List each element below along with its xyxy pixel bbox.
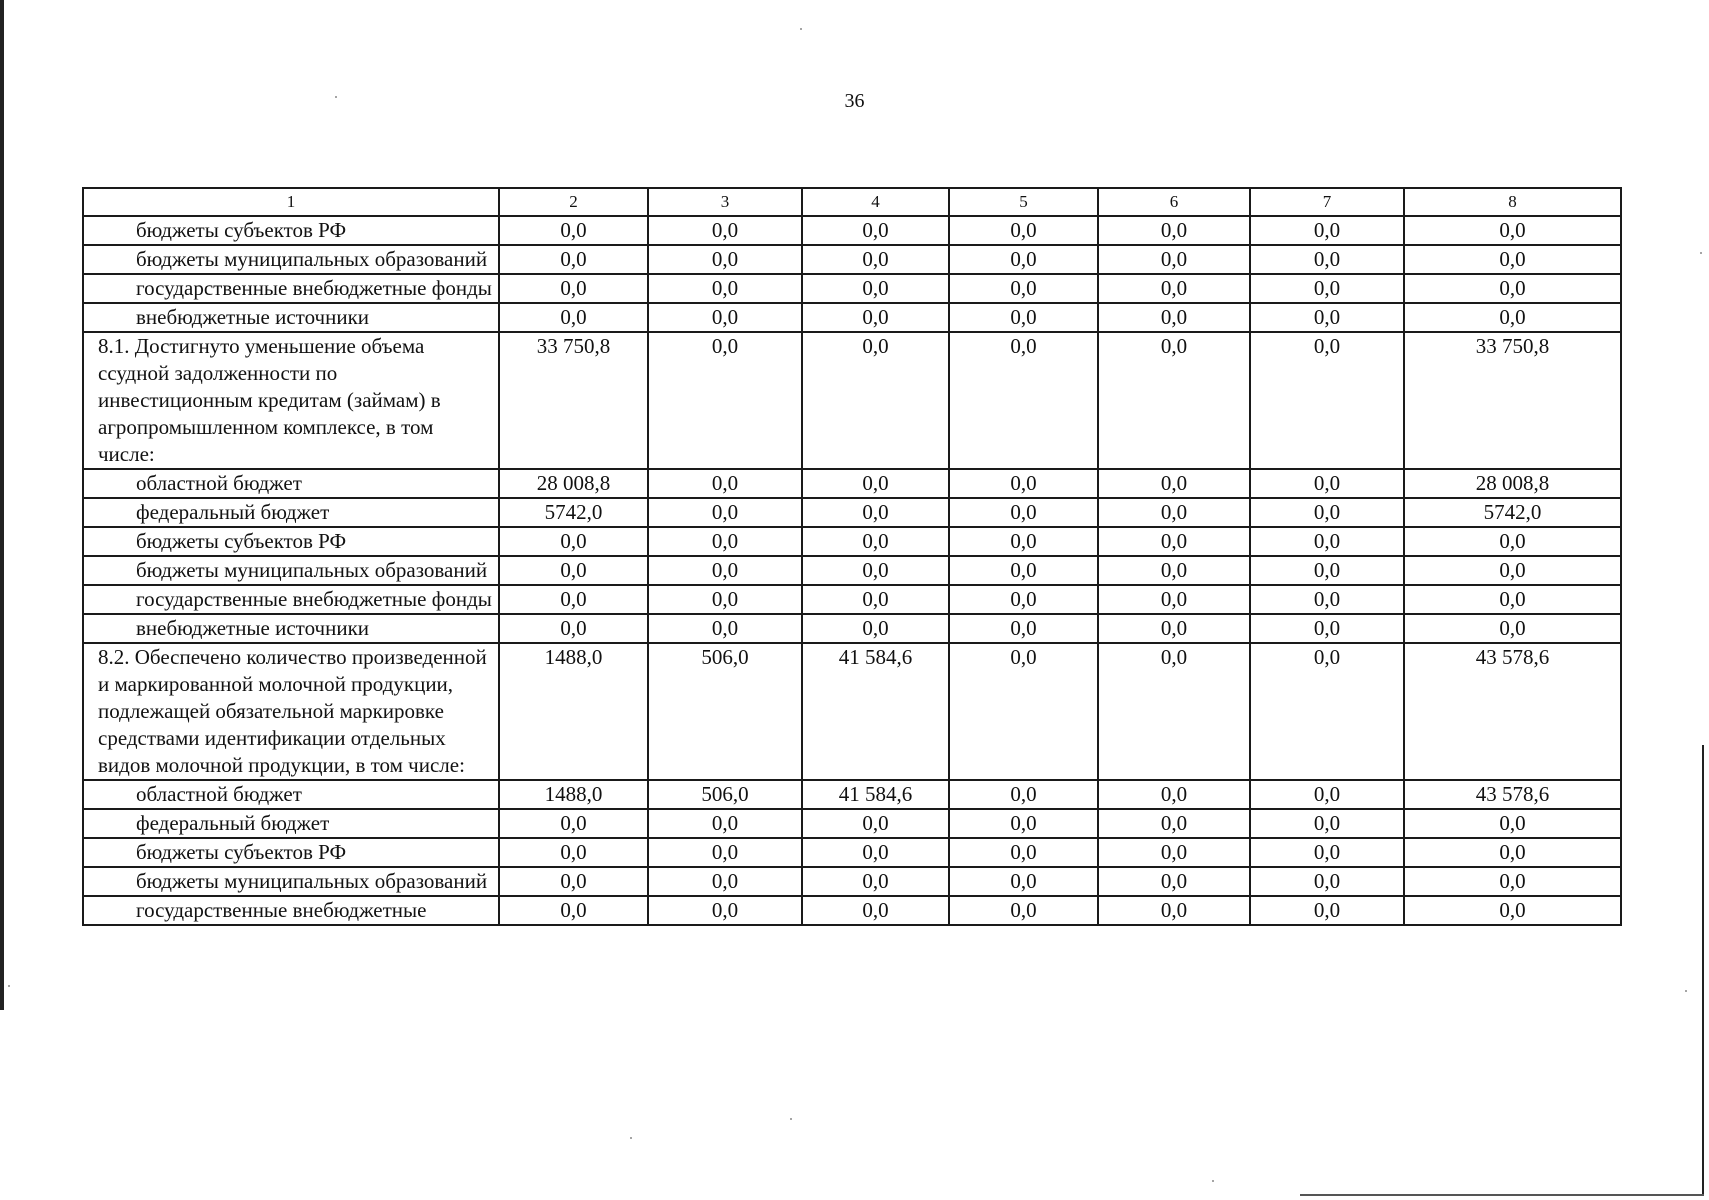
- value-cell: 0,0: [1404, 245, 1621, 274]
- scan-speck: [1685, 990, 1687, 992]
- value-cell: 0,0: [1098, 867, 1250, 896]
- value-cell: 0,0: [499, 245, 648, 274]
- value-cell: 0,0: [949, 556, 1098, 585]
- value-cell: 0,0: [1404, 303, 1621, 332]
- header-cell: 2: [499, 188, 648, 216]
- value-cell: 0,0: [648, 274, 802, 303]
- scan-edge-left: [0, 0, 4, 1010]
- funding-source-label: бюджеты субъектов РФ: [83, 838, 499, 867]
- value-cell: 0,0: [1250, 896, 1404, 925]
- value-cell: 1488,0: [499, 780, 648, 809]
- value-cell: 0,0: [1250, 303, 1404, 332]
- value-cell: 0,0: [802, 585, 949, 614]
- value-cell: 0,0: [1098, 585, 1250, 614]
- value-cell: 0,0: [1098, 614, 1250, 643]
- funding-source-label: внебюджетные источники: [83, 303, 499, 332]
- value-cell: 0,0: [1250, 527, 1404, 556]
- value-cell: 0,0: [648, 809, 802, 838]
- table-row: [83, 469, 1621, 498]
- value-cell: 0,0: [1250, 838, 1404, 867]
- value-cell: 0,0: [499, 838, 648, 867]
- table-row: [83, 332, 1621, 469]
- value-cell: 0,0: [1404, 896, 1621, 925]
- value-cell: 0,0: [949, 585, 1098, 614]
- table-row: [83, 216, 1621, 245]
- value-cell: 0,0: [499, 809, 648, 838]
- scan-speck: [790, 1118, 792, 1120]
- value-cell: 0,0: [949, 643, 1098, 780]
- value-cell: 0,0: [949, 614, 1098, 643]
- header-cell: 6: [1098, 188, 1250, 216]
- value-cell: 0,0: [648, 527, 802, 556]
- value-cell: 0,0: [802, 867, 949, 896]
- header-cell: 7: [1250, 188, 1404, 216]
- value-cell: 0,0: [1250, 614, 1404, 643]
- value-cell: 0,0: [949, 332, 1098, 469]
- value-cell: 0,0: [648, 498, 802, 527]
- header-cell: 8: [1404, 188, 1621, 216]
- value-cell: 33 750,8: [1404, 332, 1621, 469]
- value-cell: 0,0: [1250, 216, 1404, 245]
- value-cell: 0,0: [1250, 556, 1404, 585]
- table-header-row: [83, 188, 1621, 216]
- table-row: [83, 896, 1621, 925]
- indicator-label: 8.2. Обеспечено количество произведенной и маркированной молочной продукции, подлежащей обязательной маркировке средствами идентификации отдельных видов молочной продукции, в том числе:: [83, 643, 499, 780]
- value-cell: 41 584,6: [802, 643, 949, 780]
- value-cell: 0,0: [1404, 274, 1621, 303]
- value-cell: 28 008,8: [499, 469, 648, 498]
- funding-source-label: бюджеты субъектов РФ: [83, 527, 499, 556]
- value-cell: 0,0: [499, 527, 648, 556]
- value-cell: 5742,0: [499, 498, 648, 527]
- value-cell: 0,0: [949, 838, 1098, 867]
- value-cell: 0,0: [949, 780, 1098, 809]
- value-cell: 0,0: [802, 527, 949, 556]
- table-row: [83, 585, 1621, 614]
- value-cell: 0,0: [499, 614, 648, 643]
- funding-source-label: государственные внебюджетные фонды: [83, 585, 499, 614]
- value-cell: 0,0: [648, 332, 802, 469]
- scan-speck: [800, 28, 802, 30]
- funding-source-label: государственные внебюджетные: [83, 896, 499, 925]
- value-cell: 506,0: [648, 643, 802, 780]
- header-cell: 5: [949, 188, 1098, 216]
- page-number: 36: [844, 90, 865, 112]
- scan-edge-bottom: [1300, 1194, 1704, 1196]
- value-cell: 0,0: [1098, 245, 1250, 274]
- header-cell: 4: [802, 188, 949, 216]
- table-row: [83, 527, 1621, 556]
- value-cell: 0,0: [1404, 556, 1621, 585]
- value-cell: 0,0: [1098, 498, 1250, 527]
- funding-source-label: бюджеты муниципальных образований: [83, 867, 499, 896]
- value-cell: 0,0: [499, 896, 648, 925]
- value-cell: 0,0: [1098, 527, 1250, 556]
- value-cell: 0,0: [1404, 585, 1621, 614]
- value-cell: 5742,0: [1404, 498, 1621, 527]
- value-cell: 0,0: [1250, 498, 1404, 527]
- value-cell: 0,0: [1404, 527, 1621, 556]
- value-cell: 0,0: [499, 867, 648, 896]
- value-cell: 0,0: [1404, 838, 1621, 867]
- table-row: [83, 303, 1621, 332]
- value-cell: 0,0: [1098, 809, 1250, 838]
- value-cell: 0,0: [1404, 614, 1621, 643]
- value-cell: 0,0: [648, 245, 802, 274]
- funding-source-label: внебюджетные источники: [83, 614, 499, 643]
- value-cell: 0,0: [802, 556, 949, 585]
- value-cell: 0,0: [1098, 469, 1250, 498]
- value-cell: 1488,0: [499, 643, 648, 780]
- value-cell: 0,0: [802, 469, 949, 498]
- value-cell: 0,0: [1250, 274, 1404, 303]
- value-cell: 0,0: [648, 867, 802, 896]
- value-cell: 0,0: [1250, 585, 1404, 614]
- value-cell: 0,0: [1098, 303, 1250, 332]
- scan-speck: [630, 1137, 632, 1139]
- value-cell: 33 750,8: [499, 332, 648, 469]
- value-cell: 0,0: [1404, 216, 1621, 245]
- value-cell: 0,0: [648, 585, 802, 614]
- table-row: [83, 614, 1621, 643]
- funding-source-label: бюджеты субъектов РФ: [83, 216, 499, 245]
- value-cell: 0,0: [499, 303, 648, 332]
- value-cell: 0,0: [1098, 838, 1250, 867]
- value-cell: 0,0: [802, 896, 949, 925]
- value-cell: 0,0: [648, 614, 802, 643]
- value-cell: 0,0: [499, 585, 648, 614]
- funding-source-label: областной бюджет: [83, 780, 499, 809]
- value-cell: 0,0: [499, 556, 648, 585]
- funding-source-label: бюджеты муниципальных образований: [83, 245, 499, 274]
- table-row: [83, 556, 1621, 585]
- value-cell: 0,0: [1098, 643, 1250, 780]
- value-cell: 0,0: [1250, 780, 1404, 809]
- table-row: [83, 498, 1621, 527]
- value-cell: 0,0: [949, 867, 1098, 896]
- scan-edge-right: [1702, 745, 1704, 1195]
- scan-speck: [1700, 252, 1702, 254]
- value-cell: 0,0: [648, 838, 802, 867]
- value-cell: 0,0: [802, 216, 949, 245]
- value-cell: 0,0: [949, 303, 1098, 332]
- value-cell: 0,0: [949, 896, 1098, 925]
- value-cell: 0,0: [802, 614, 949, 643]
- value-cell: 0,0: [499, 216, 648, 245]
- funding-source-label: областной бюджет: [83, 469, 499, 498]
- value-cell: 43 578,6: [1404, 780, 1621, 809]
- budget-table: [82, 187, 1622, 926]
- scan-speck: [1212, 1180, 1214, 1182]
- header-cell: 1: [83, 188, 499, 216]
- value-cell: 0,0: [1404, 867, 1621, 896]
- value-cell: 0,0: [1098, 896, 1250, 925]
- table-row: [83, 867, 1621, 896]
- value-cell: 0,0: [648, 556, 802, 585]
- table-row: [83, 780, 1621, 809]
- value-cell: 506,0: [648, 780, 802, 809]
- value-cell: 0,0: [1098, 332, 1250, 469]
- table-row: [83, 274, 1621, 303]
- value-cell: 0,0: [1250, 469, 1404, 498]
- funding-source-label: бюджеты муниципальных образований: [83, 556, 499, 585]
- value-cell: 0,0: [1404, 809, 1621, 838]
- value-cell: 0,0: [648, 216, 802, 245]
- table-row: [83, 245, 1621, 274]
- value-cell: 0,0: [949, 245, 1098, 274]
- value-cell: 0,0: [802, 498, 949, 527]
- value-cell: 0,0: [949, 527, 1098, 556]
- value-cell: 0,0: [949, 216, 1098, 245]
- value-cell: 0,0: [949, 274, 1098, 303]
- table-body: [83, 216, 1621, 925]
- header-cell: 3: [648, 188, 802, 216]
- table-row: [83, 838, 1621, 867]
- value-cell: 0,0: [1250, 245, 1404, 274]
- value-cell: 0,0: [802, 245, 949, 274]
- value-cell: 0,0: [949, 498, 1098, 527]
- value-cell: 0,0: [1098, 780, 1250, 809]
- value-cell: 0,0: [1098, 216, 1250, 245]
- value-cell: 43 578,6: [1404, 643, 1621, 780]
- indicator-label: 8.1. Достигнуто уменьшение объема ссудной задолженности по инвестиционным кредитам (займам) в агропромышленном комплексе, в том числе:: [83, 332, 499, 469]
- value-cell: 0,0: [802, 274, 949, 303]
- funding-source-label: государственные внебюджетные фонды: [83, 274, 499, 303]
- scan-speck: [8, 985, 10, 987]
- value-cell: 0,0: [1098, 556, 1250, 585]
- value-cell: 0,0: [1250, 809, 1404, 838]
- value-cell: 0,0: [1250, 643, 1404, 780]
- value-cell: 0,0: [648, 303, 802, 332]
- table-row: [83, 643, 1621, 780]
- value-cell: 0,0: [802, 809, 949, 838]
- funding-source-label: федеральный бюджет: [83, 498, 499, 527]
- value-cell: 28 008,8: [1404, 469, 1621, 498]
- funding-source-label: федеральный бюджет: [83, 809, 499, 838]
- table-row: [83, 809, 1621, 838]
- value-cell: 0,0: [648, 896, 802, 925]
- value-cell: 41 584,6: [802, 780, 949, 809]
- value-cell: 0,0: [1250, 867, 1404, 896]
- value-cell: 0,0: [802, 332, 949, 469]
- value-cell: 0,0: [1250, 332, 1404, 469]
- value-cell: 0,0: [949, 809, 1098, 838]
- value-cell: 0,0: [802, 838, 949, 867]
- value-cell: 0,0: [1098, 274, 1250, 303]
- value-cell: 0,0: [499, 274, 648, 303]
- value-cell: 0,0: [949, 469, 1098, 498]
- value-cell: 0,0: [648, 469, 802, 498]
- value-cell: 0,0: [802, 303, 949, 332]
